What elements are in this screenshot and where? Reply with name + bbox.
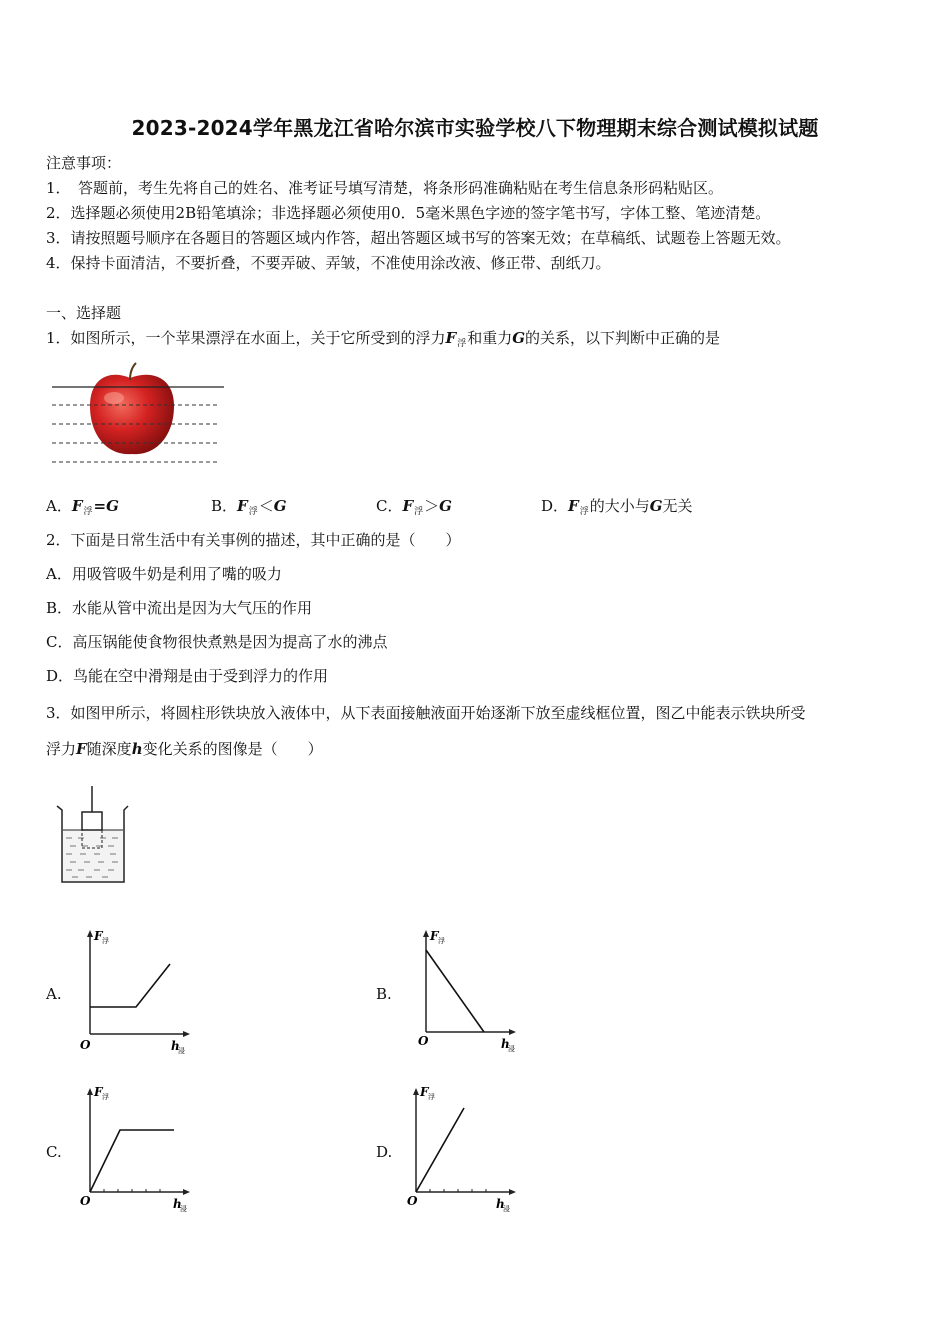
- q3-option-d-label[interactable]: D.: [376, 1143, 393, 1161]
- x-axis-sub: 浸: [503, 1205, 510, 1213]
- q2-option-c[interactable]: C．高压锅能使食物很快煮熟是因为提高了水的沸点: [46, 633, 388, 651]
- q2-option-a[interactable]: A．用吸管吸牛奶是利用了嘴的吸力: [46, 565, 282, 583]
- x-axis-label: h: [496, 1197, 505, 1211]
- q1-option-c[interactable]: C．$F_浮>G$: [376, 497, 452, 517]
- origin-label: O: [80, 1194, 91, 1208]
- q2-option-b[interactable]: B．水能从管中流出是因为大气压的作用: [46, 599, 313, 617]
- q2-stem: 2．下面是日常生活中有关事例的描述，其中正确的是（ ）: [46, 531, 461, 549]
- x-axis-label: h: [501, 1037, 510, 1051]
- apple-figure: [50, 362, 226, 468]
- y-axis-label: F: [94, 929, 103, 943]
- q3-option-c-label[interactable]: C.: [46, 1143, 62, 1161]
- y-axis-label: F: [420, 1085, 429, 1099]
- q1-stem: 1．如图所示，一个苹果漂浮在水面上，关于它所受到的浮力$F_浮$和重力G的关系，以下判断中正确的是: [46, 329, 721, 349]
- q1-option-d[interactable]: D．$F_浮$的大小与G无关: [541, 497, 693, 517]
- beaker-figure: [54, 786, 130, 886]
- q3-option-a-label[interactable]: A.: [46, 985, 62, 1003]
- x-axis-sub: 浸: [180, 1205, 187, 1213]
- x-axis-label: h: [171, 1039, 180, 1053]
- q1-option-a[interactable]: A．$F_浮=G$: [46, 497, 119, 517]
- graph-a[interactable]: [74, 922, 194, 1060]
- curve-line: [90, 964, 170, 1007]
- y-axis-label: F: [94, 1085, 103, 1099]
- x-axis-sub: 浸: [178, 1047, 185, 1055]
- iron-block: [82, 812, 102, 830]
- x-axis-label: h: [173, 1197, 182, 1211]
- y-axis-sub: 浮: [102, 937, 109, 945]
- curve-line: [416, 1108, 464, 1192]
- y-axis-label: F: [430, 929, 439, 943]
- x-axis-sub: 浸: [508, 1045, 515, 1053]
- graph-d[interactable]: [400, 1080, 524, 1216]
- y-axis-sub: 浮: [102, 1093, 109, 1101]
- q3-stem-line1: 3．如图甲所示，将圆柱形铁块放入液体中，从下表面接触液面开始逐渐下放至虚线框位置，图乙中能表示铁块所受: [46, 704, 806, 722]
- graph-b[interactable]: [404, 922, 524, 1060]
- curve-line: [426, 950, 484, 1032]
- graph-c[interactable]: [74, 1080, 198, 1216]
- notice-item-3: 3．请按照题号顺序在各题目的答题区域内作答，超出答题区域书写的答案无效；在草稿纸、试题卷上答题无效。: [46, 229, 791, 247]
- q1-option-b[interactable]: B．$F_浮<G$: [211, 497, 287, 517]
- y-axis-sub: 浮: [428, 1093, 435, 1101]
- origin-label: O: [407, 1194, 418, 1208]
- q2-option-d[interactable]: D．鸟能在空中滑翔是由于受到浮力的作用: [46, 667, 329, 685]
- notice-item-1: 1． 答题前，考生先将自己的姓名、准考证号填写清楚，将条形码准确粘贴在考生信息条形码粘贴区。: [46, 179, 724, 197]
- page-title: 2023-2024学年黑龙江省哈尔滨市实验学校八下物理期末综合测试模拟试题: [131, 116, 819, 140]
- q3-stem-line2: 浮力F随深度h变化关系的图像是（ ）: [46, 740, 323, 758]
- y-axis-sub: 浮: [438, 937, 445, 945]
- section-heading: 一、选择题: [46, 304, 122, 322]
- origin-label: O: [418, 1034, 429, 1048]
- origin-label: O: [80, 1038, 91, 1052]
- curve-line: [90, 1130, 174, 1192]
- notice-heading: 注意事项：: [46, 154, 122, 172]
- notice-item-2: 2．选择题必须使用2B铅笔填涂；非选择题必须使用0．5毫米黑色字迹的签字笔书写，字体工整、笔迹清楚。: [46, 204, 771, 222]
- q3-option-b-label[interactable]: B.: [376, 985, 392, 1003]
- notice-item-4: 4．保持卡面清洁，不要折叠，不要弄破、弄皱，不准使用涂改液、修正带、刮纸刀。: [46, 254, 611, 272]
